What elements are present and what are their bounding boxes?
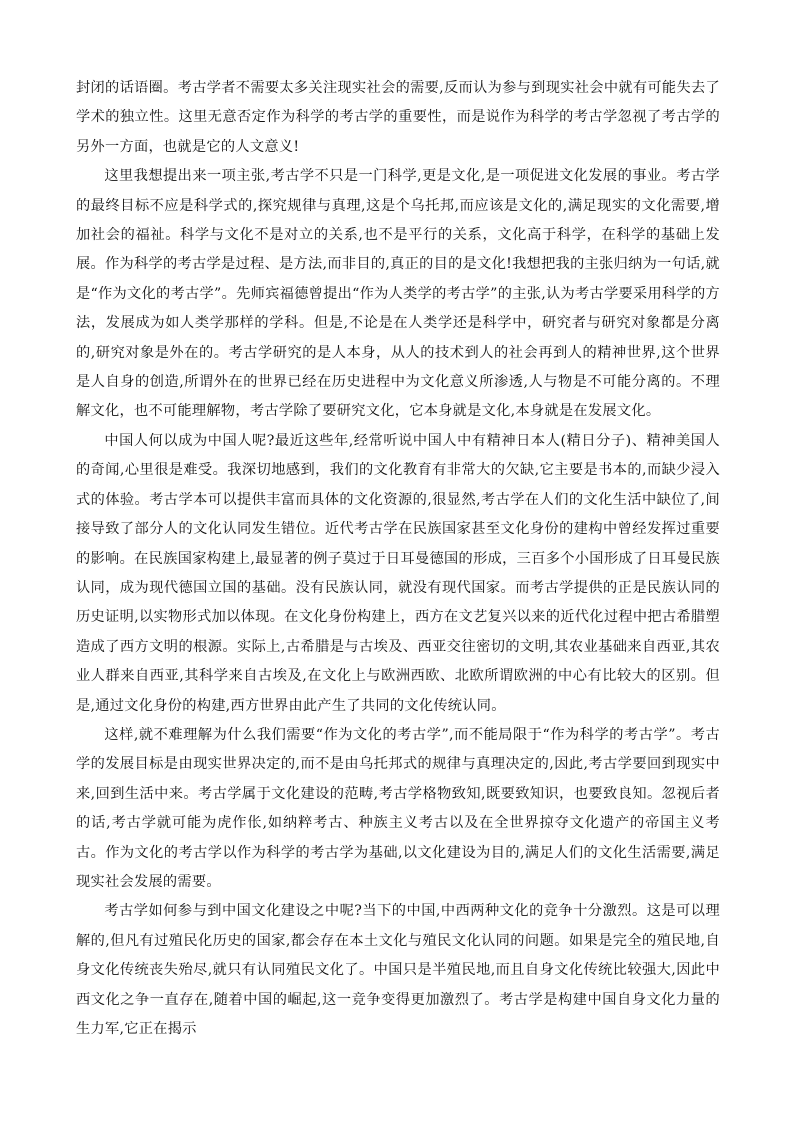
paragraph-3: 中国人何以成为中国人呢?最近这些年,经常听说中国人中有精神日本人(精日分子)、精神美国人的奇闻,心里很是难受。我深切地感到，我们的文化教育有非常大的欠缺,它主要是书本的,而缺少浸入式的体验。考古学本可以提供丰富而具体的文化资源的,很显然,考古学在人们的文化生活中缺位了,间接导致了部分人的文化认同发生错位。近代考古学在民族国家甚至文化身份的建构中曾经发挥过重要的影响。在民族国家构建上,最显著的例子莫过于日耳曼德国的形成，三百多个小国形成了日耳曼民族认同，成为现代德国立国的基础。没有民族认同，就没有现代国家。而考古学提供的正是民族认同的历史证明,以实物形式加以体现。在文化身份构建上，西方在文艺复兴以来的近代化过程中把古希腊塑造成了西方文明的根源。实际上,古希腊是与古埃及、西亚交往密切的文明,其农业基础来自西亚,其农业人群来自西亚,其科学来自古埃及,在文化上与欧洲西欧、北欧所谓欧洲的中心有比较大的区别。但是,通过文化身份的构建,西方世界由此产生了共同的文化传统认同。 — [76, 432, 720, 714]
paragraph-5: 考古学如何参与到中国文化建设之中呢?当下的中国,中西两种文化的竞争十分激烈。这是可以理解的,但凡有过殖民化历史的国家,都会存在本土文化与殖民文化认同的问题。如果是完全的殖民地,自身文化传统丧失殆尽,就只有认同殖民文化了。中国只是半殖民地,而且自身文化传统比较强大,因此中西文化之争一直存在,随着中国的崛起,这一竞争变得更加激烈了。考古学是构建中国自身文化力量的生力军,它正在揭示 — [76, 903, 720, 1037]
document-body — [76, 74, 720, 1044]
paragraph-2: 这里我想提出来一项主张,考古学不只是一门科学,更是文化,是一项促进文化发展的事业。考古学的最终目标不应是科学式的,探究规律与真理,这是个乌托邦,而应该是文化的,满足现实的文化需要,增加社会的福祉。科学与文化不是对立的关系,也不是平行的关系，文化高于科学，在科学的基础上发展。作为科学的考古学是过程、是方法,而非目的,真正的目的是文化!我想把我的主张归纳为一句话,就是“作为文化的考古学”。先师宾福德曾提出“作为人类学的考古学”的主张,认为考古学要采用科学的方法，发展成为如人类学那样的学科。但是,不论是在人类学还是科学中，研究者与研究对象都是分离的,研究对象是外在的。考古学研究的是人本身，从人的技术到人的社会再到人的精神世界,这个世界是人自身的创造,所谓外在的世界已经在历史进程中为文化意义所渗透,人与物是不可能分离的。不理解文化，也不可能理解物，考古学除了要研究文化，它本身就是文化,本身就是在发展文化。 — [76, 168, 720, 420]
paragraph-1: 封闭的话语圈。考古学者不需要太多关注现实社会的需要,反而认为参与到现实社会中就有可能失去了学术的独立性。这里无意否定作为科学的考古学的重要性，而是说作为科学的考古学忽视了考古学的另外一方面，也就是它的人文意义! — [76, 80, 720, 155]
paragraph-4: 这样,就不难理解为什么我们需要“作为文化的考古学”,而不能局限于“作为科学的考古学”。考古学的发展目标是由现实世界决定的,而不是由乌托邦式的规律与真理决定的,因此,考古学要回到现实中来,回到生活中来。考古学属于文化建设的范畴,考古学格物致知,既要致知识，也要致良知。忽视后者的话,考古学就可能为虎作伥,如纳粹考古、种族主义考古以及在全世界掠夺文化遗产的帝国主义考古。作为文化的考古学以作为科学的考古学为基础,以文化建设为目的,满足人们的文化生活需要,满足现实社会发展的需要。 — [76, 726, 720, 890]
